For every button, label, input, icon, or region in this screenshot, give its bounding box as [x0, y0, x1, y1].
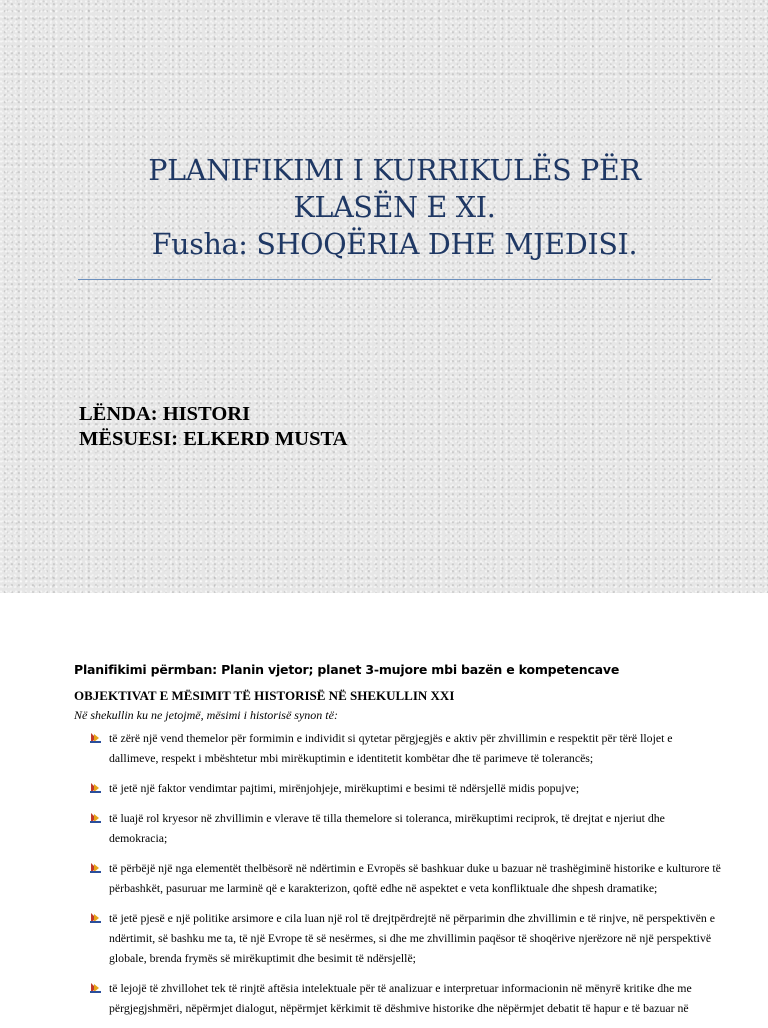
- title-divider: [78, 279, 711, 280]
- objective-item: [90, 858, 721, 898]
- colored-arrow-bullet-icon: [90, 733, 101, 743]
- cover-meta: [79, 402, 347, 452]
- objective-text-line: të jetë pjesë e një politike arsimore e cila luan një rol të drejtpërdrejtë në përparimin dhe zhvillimin e të rinjve, në perspektivën e: [109, 911, 715, 925]
- objective-text-line: përgjegjshmëri, nëpërmjet dialogut, nëpërmjet kërkimit të dëshmive historike dhe nëpërmjet debatit të hapur e të bazuar në: [109, 1001, 689, 1015]
- objective-text-line: të lejojë të zhvillohet tek të rinjtë aftësia intelektuale për të analizuar e interpretuar informacionin në mënyrë kritike dhe me: [109, 981, 692, 995]
- colored-arrow-bullet-icon: [90, 983, 101, 993]
- objective-text-line: përbashkët, pasuruar me larminë që e karakterizon, qoftë edhe në aspektet e veta konfliktuale dhe shpesh dramatike;: [109, 881, 658, 895]
- objective-text-line: të zërë një vend themelor për formimin e individit si qytetar përgjegjës e aktiv për zhvillimin e respektit për tërë llojet e: [109, 731, 673, 745]
- objective-item: [90, 978, 715, 1018]
- objective-text-line: demokracia;: [109, 831, 168, 845]
- objective-text-line: globale, brenda frymës së mirëkuptimit dhe besimit të ndërsjellë;: [109, 951, 416, 965]
- planning-heading: Planifikimi përmban: Planin vjetor; planet 3-mujore mbi bazën e kompetencave: [74, 662, 620, 677]
- objectives-title: OBJEKTIVAT E MËSIMIT TË HISTORISË NË SHEKULLIN XXI: [74, 688, 455, 703]
- cover-title: [78, 152, 711, 263]
- objective-text-line: ndërtimit, së bashku me ta, të një Evrope të së nesërmes, si dhe me zhvillimin paqësor të shoqërive njerëzore në një perspektivë: [109, 931, 712, 945]
- objectives-list: [90, 728, 721, 1028]
- teacher-label: MËSUESI: ELKERD MUSTA: [79, 428, 348, 450]
- title-line-1: PLANIFIKIMI I KURRIKULËS PËR: [148, 154, 641, 187]
- objective-text-line: të luajë rol kryesor në zhvillimin e vlerave të tilla themelore si toleranca, mirëkuptimi reciprok, të drejtat e njeriut dhe: [109, 811, 665, 825]
- colored-arrow-bullet-icon: [90, 913, 101, 923]
- objective-text-line: dallimeve, respekt i mbështetur mbi mirëkuptimin e identitetit kombëtar dhe të parimeve të tolerancës;: [109, 751, 594, 765]
- objective-text-line: të përbëjë një nga elementët thelbësorë në ndërtimin e Evropës së bashkuar duke u bazuar në trashëgiminë historike e kulturore të: [109, 861, 721, 875]
- colored-arrow-bullet-icon: [90, 813, 101, 823]
- objective-item: [90, 778, 715, 798]
- title-line-3: Fusha: SHOQËRIA DHE MJEDISI.: [151, 228, 638, 261]
- colored-arrow-bullet-icon: [90, 863, 101, 873]
- objective-item: [90, 908, 715, 968]
- objective-text-line: të jetë një faktor vendimtar pajtimi, mirënjohjeje, mirëkuptimi e besimi të ndërsjellë midis popujve;: [109, 781, 580, 795]
- title-line-2: KLASËN E XI.: [293, 191, 496, 224]
- subject-label: LËNDA: HISTORI: [79, 403, 251, 425]
- colored-arrow-bullet-icon: [90, 783, 101, 793]
- intro-text: Në shekullin ku ne jetojmë, mësimi i historisë synon të:: [74, 708, 338, 722]
- objective-item: [90, 728, 715, 768]
- objective-item: [90, 808, 715, 848]
